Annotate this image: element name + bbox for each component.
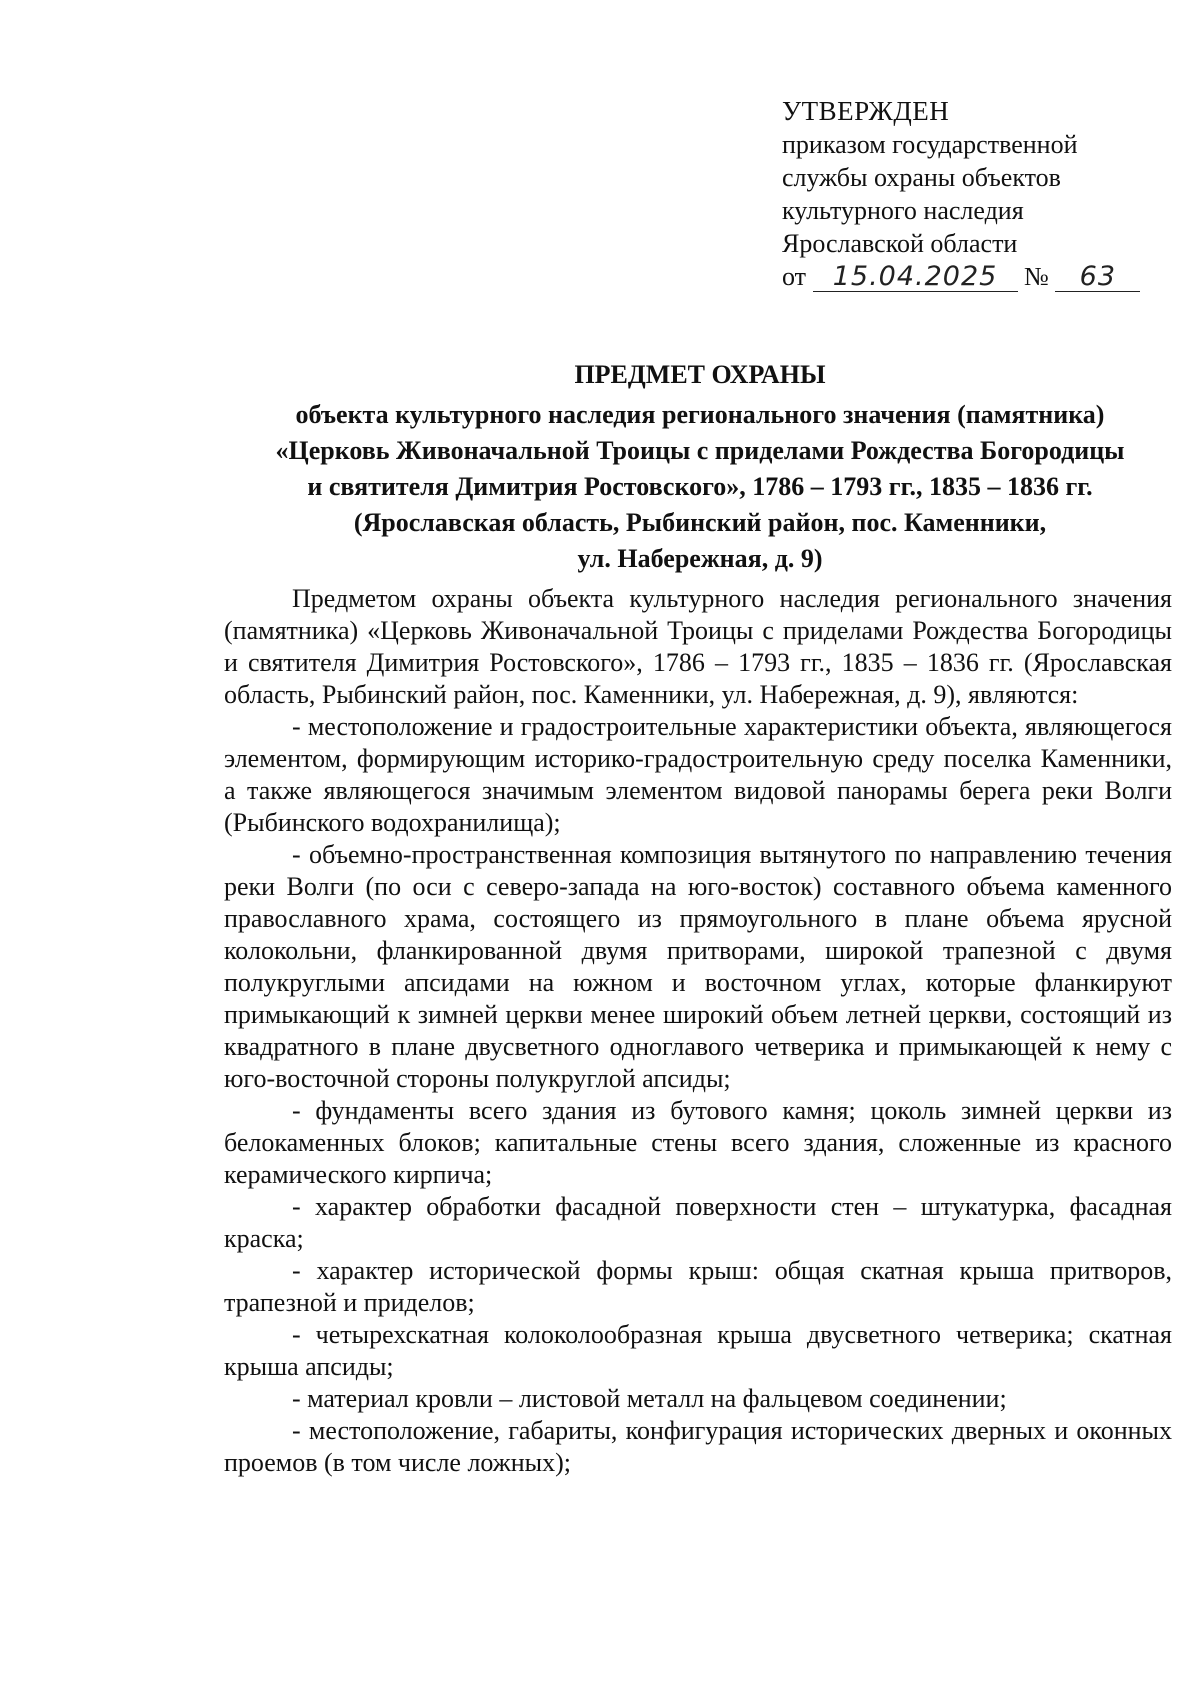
list-item: - местоположение и градостроительные характеристики объекта, являющегося элементом, формирующим историко-градостроительную среду поселка Каменники, а также являющегося значимым элементом видовой панорамы берега реки Волги (Рыбинского водохранилища);: [224, 712, 1172, 837]
approval-stamp: [782, 95, 1162, 293]
list-item: - объемно-пространственная композиция вытянутого по направлению течения реки Волги (по оси с северо-запада на юго-восток) составного объема каменного православного храма, состоящего из прямоугольного в плане объема ярусной колокольни, фланкированной двумя притворами, широкой трапезной с двумя полукруглыми апсидами на южном и восточном углах, которые фланкируют примыкающий к зимней церкви менее широкий объем летней церкви, состоящий из квадратного в плане двусветного одноглавого четверика и примыкающей к нему с юго-восточной стороны полукруглой апсиды;: [224, 840, 1172, 1093]
list-item: - фундаменты всего здания из бутового камня; цоколь зимней церкви из белокаменных блоков; капитальные стены всего здания, сложенные из красного керамического кирпича;: [224, 1096, 1172, 1189]
list-item: - характер обработки фасадной поверхности стен – штукатурка, фасадная краска;: [224, 1192, 1172, 1253]
heading-line: «Церковь Живоначальной Троицы с приделами Рождества Богородицы: [275, 436, 1125, 465]
protection-items-list: [224, 711, 1172, 1479]
approval-line: Ярославской области: [782, 229, 1018, 258]
number-label: №: [1024, 262, 1049, 291]
list-item: - материал кровли – листовой металл на фальцевом соединении;: [292, 1384, 1007, 1413]
handwritten-number: 63: [1055, 263, 1140, 292]
list-item: - местоположение, габариты, конфигурация исторических дверных и оконных проемов (в том числе ложных);: [224, 1416, 1172, 1477]
heading-line: (Ярославская область, Рыбинский район, пос. Каменники,: [353, 508, 1047, 537]
document-heading: [200, 357, 1200, 577]
approval-date-row: [782, 260, 1162, 293]
heading-line: объекта культурного наследия регионального значения (памятника): [295, 400, 1105, 429]
heading-line: и святителя Димитрия Ростовского», 1786 – 1793 гг., 1835 – 1836 гг.: [307, 472, 1093, 501]
approval-title: УТВЕРЖДЕН: [782, 96, 950, 126]
from-label: от: [782, 262, 807, 291]
intro-paragraph: Предметом охраны объекта культурного наследия регионального значения (памятника) «Церковь Живоначальной Троицы с приделами Рождества Богородицы и святителя Димитрия Ростовского», 1786 – 1793 гг., 1835 – 1836 гг. (Ярославская область, Рыбинский район, пос. Каменники, ул. Набережная, д. 9), являются:: [224, 584, 1172, 709]
document-body: [224, 583, 1172, 1479]
approval-line: приказом государственной: [782, 130, 1078, 159]
document-title: ПРЕДМЕТ ОХРАНЫ: [574, 360, 826, 389]
handwritten-date: 15.04.2025: [813, 263, 1018, 292]
heading-line: ул. Набережная, д. 9): [577, 544, 823, 573]
list-item: - четырехскатная колоколообразная крыша двусветного четверика; скатная крыша апсиды;: [224, 1320, 1172, 1381]
approval-line: культурного наследия: [782, 196, 1024, 225]
approval-line: службы охраны объектов: [782, 163, 1061, 192]
list-item: - характер исторической формы крыш: общая скатная крыша притворов, трапезной и приделов;: [224, 1256, 1172, 1317]
